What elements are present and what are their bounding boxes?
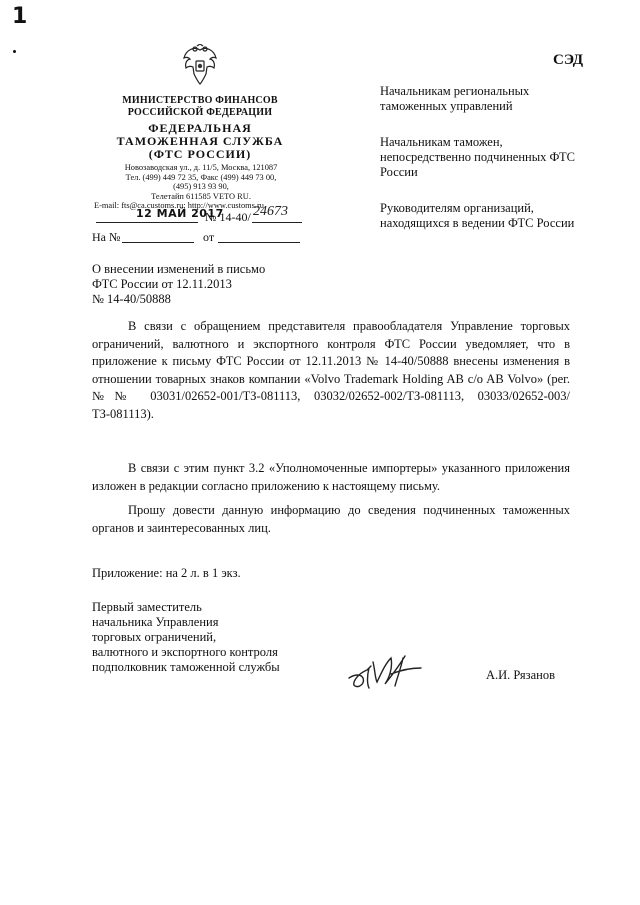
attachment-note: Приложение: на 2 л. в 1 экз. [92, 566, 241, 580]
reference-date-label: от [203, 230, 215, 244]
subject-line: № 14-40/50888 [92, 292, 171, 306]
service-line-2: ТАМОЖЕННАЯ СЛУЖБА [116, 134, 284, 148]
subject-block [92, 262, 265, 307]
signatory-title-line: валютного и экспортного контроля [92, 645, 278, 659]
signatory-name: А.И. Рязанов [486, 668, 555, 682]
reference-number-line [122, 242, 194, 243]
contact-line: E-mail: fts@ca.customs.ru; http://www.customs.ru [94, 201, 264, 211]
body-paragraph-3: Прошу довести данную информацию до сведения подчиненных таможенных органов и заинтересованных лиц. [92, 503, 570, 535]
recipient-2: Начальникам таможен, непосредственно подчиненных ФТС России [380, 135, 576, 179]
contact-line: Телетайп 611585 VETO RU. [151, 191, 251, 201]
contact-line: Тел. (499) 449 72 35, Факс (499) 449 73 00, [125, 172, 277, 182]
signatory-title-line: торговых ограничений, [92, 630, 217, 644]
reference-number-label: На № [92, 230, 121, 244]
subject-line: ФТС России от 12.11.2013 [92, 277, 232, 291]
eagle-emblem-icon [180, 44, 220, 86]
date-underline [96, 222, 198, 223]
margin-mark: 1 [12, 4, 28, 29]
ministry-line-1: МИНИСТЕРСТВО ФИНАНСОВ [122, 95, 278, 106]
signatory-title-line: Первый заместитель [92, 600, 202, 614]
reference-date-line [218, 242, 300, 243]
outgoing-number-handwritten: 24673 [253, 204, 288, 219]
signatory-title-line: начальника Управления [92, 615, 219, 629]
number-underline [252, 222, 302, 223]
body-paragraph-2: В связи с этим пункт 3.2 «Уполномоченные импортеры» указанного приложения изложен в редакции согласно приложению к настоящему письму. [92, 461, 570, 493]
body-paragraph-1: В связи с обращением представителя правообладателя Управление торговых ограничений, валютного и экспортного контроля ФТС России уведомляет, что в приложение к письму ФТС России от 12.11.2013 № 14-40/50888 внесены изменения в отношении товарных знаков компании «Volvo Trademark Holding AB c/o AB Volvo» (рег. №№ 03031/02652-001/ТЗ-081113, 03032/02652-002/ТЗ-081113, 03033/02652-003/ТЗ-081113). [92, 319, 570, 421]
handwritten-signature [345, 644, 425, 696]
recipient-3: Руководителям организаций, находящихся в ведении ФТС России [380, 201, 575, 230]
outgoing-number-label: № 14-40/ [205, 210, 251, 224]
date-stamp: 12 МАЙ 2017 [136, 207, 224, 220]
signatory-title [92, 600, 280, 675]
service-name [100, 122, 300, 161]
sed-label: СЭД [553, 52, 584, 68]
recipient-1: Начальникам региональных таможенных управлений [380, 84, 530, 113]
signatory-title-line: подполковник таможенной службы [92, 660, 280, 674]
contact-line: (495) 913 93 90, [173, 182, 229, 192]
ministry-name [100, 95, 300, 119]
subject-line: О внесении изменений в письмо [92, 262, 266, 276]
service-line-1: ФЕДЕРАЛЬНАЯ [148, 121, 252, 135]
contact-line: Новозаводская ул., д. 11/5, Москва, 121087 [124, 163, 278, 172]
ministry-line-2: РОССИЙСКОЙ ФЕДЕРАЦИИ [127, 107, 273, 118]
service-line-3: (ФТС РОССИИ) [148, 147, 252, 161]
margin-dot [13, 50, 16, 53]
